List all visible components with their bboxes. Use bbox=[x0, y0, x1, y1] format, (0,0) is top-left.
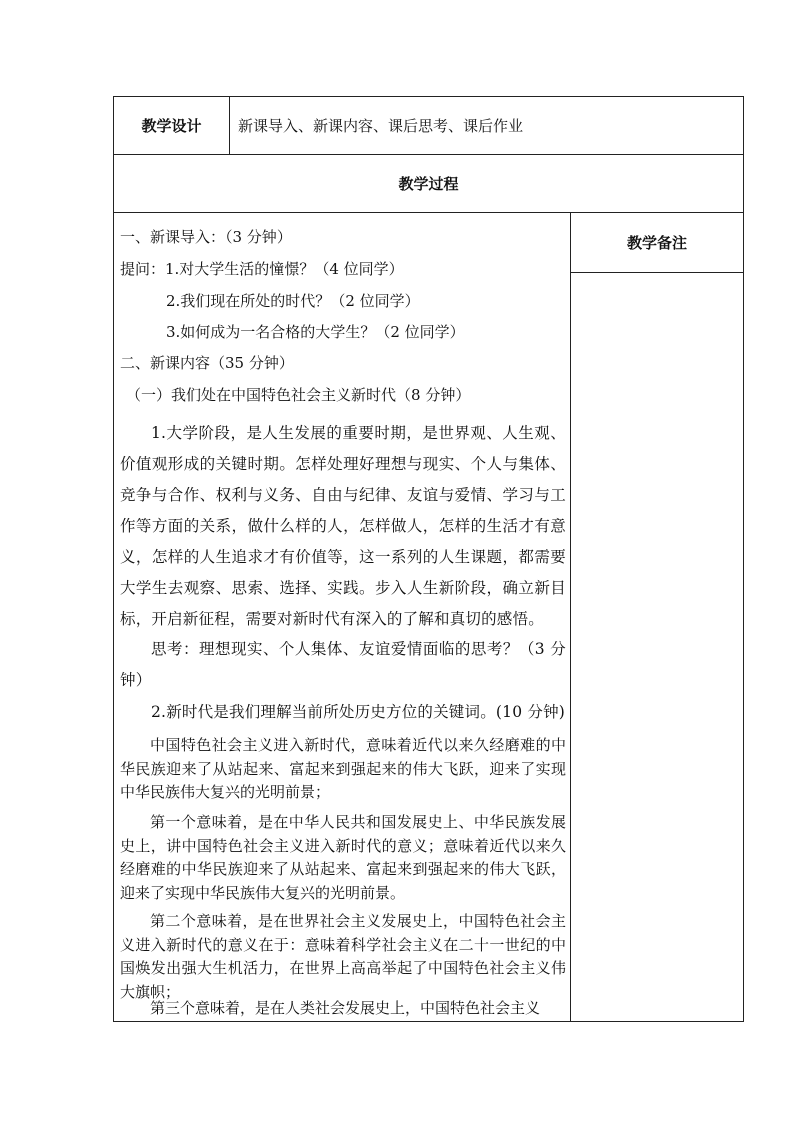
intro-title: 一、新课导入：（3 分钟） bbox=[120, 228, 292, 246]
paragraph-2: 2.新时代是我们理解当前所处历史方位的关键词。(10 分钟) bbox=[151, 703, 566, 721]
think-question: 思考：理想现实、个人集体、友谊爱情面临的思考？（3 分钟） bbox=[120, 640, 566, 689]
paragraph-5: 第二个意味着，是在世界社会主义发展史上，中国特色社会主义进入新时代的意义在于：意味着科学社会主义在二十一世纪的中国焕发出强大生机活力，在世界上高高举起了中国特色社会主义伟大旗帜； bbox=[120, 912, 566, 1001]
question-1: 提问：1.对大学生活的憧憬？（4 位同学） bbox=[120, 260, 404, 278]
paragraph-3: 中国特色社会主义进入新时代，意味着近代以来久经磨难的中华民族迎来了从站起来、富起来到强起来的伟大飞跃，迎来了实现中华民族伟大复兴的光明前景； bbox=[120, 736, 566, 801]
process-header-cell bbox=[113, 154, 744, 213]
paragraph-4: 第一个意味着，是在中华人民共和国发展史上、中华民族发展史上，讲中国特色社会主义进入新时代的意义；意味着近代以来久经磨难的中华民族迎来了从站起来、富起来到强起来的伟大飞跃，迎来了实现中华民族伟大复兴的光明前景。 bbox=[120, 813, 566, 902]
process-content-cell bbox=[113, 212, 571, 1022]
notes-header-cell bbox=[570, 212, 744, 273]
question-2: 2.我们现在所处的时代？（2 位同学） bbox=[166, 292, 420, 310]
paragraph-6: 第三个意味着，是在人类社会发展史上，中国特色社会主义 bbox=[150, 999, 541, 1017]
question-3: 3.如何成为一名合格的大学生？（2 位同学） bbox=[166, 323, 465, 341]
design-label-cell bbox=[113, 96, 230, 155]
design-value-cell bbox=[229, 96, 744, 155]
paragraph-1: 1.大学阶段，是人生发展的重要时期，是世界观、人生观、价值观形成的关键时期。怎样处理好理想与现实、个人与集体、竞争与合作、权利与义务、自由与纪律、友谊与爱情、学习与工作等方面的关系，做什么样的人，怎样做人，怎样的生活才有意义，怎样的人生追求才有价值等，这一系列的人生课题，都需要大学生去观察、思索、选择、实践。步入人生新阶段，确立新目标，开启新征程，需要对新时代有深入的了解和真切的感悟。 bbox=[120, 424, 566, 628]
process-label: 教学过程 bbox=[398, 175, 459, 193]
section-1-title: （一）我们处在中国特色社会主义新时代（8 分钟） bbox=[126, 386, 471, 404]
notes-body-cell bbox=[570, 272, 744, 1022]
design-label: 教学设计 bbox=[141, 117, 202, 135]
notes-label: 教学备注 bbox=[626, 234, 687, 252]
content-title: 二、新课内容（35 分钟） bbox=[120, 354, 294, 372]
design-value: 新课导入、新课内容、课后思考、课后作业 bbox=[238, 117, 524, 135]
